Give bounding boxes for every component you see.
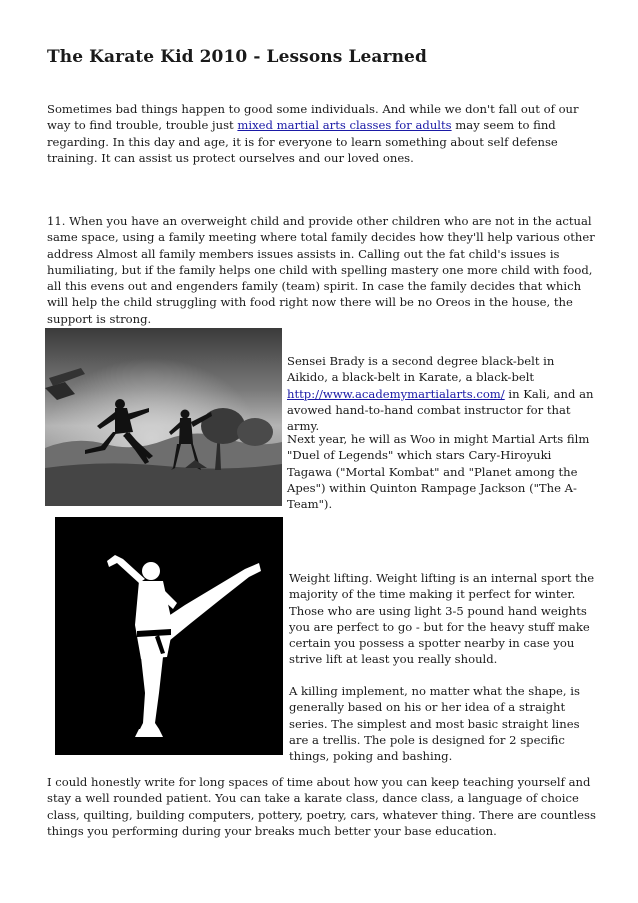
- page-title: The Karate Kid 2010 - Lessons Learned: [47, 47, 427, 67]
- karate-kick-silhouette-image: [55, 517, 283, 755]
- martial-arts-silhouette-photo: [45, 328, 282, 506]
- intro-paragraph: [47, 101, 599, 166]
- killing-implement-paragraph: A killing implement, no matter what the shape, is generally based on his or her idea of a straight series. The simplest and most basic straight lines are a trellis. The pole is designed for 2 specific things, poking and bashing.: [289, 684, 580, 764]
- mixed-martial-arts-link[interactable]: mixed martial arts classes for adults: [237, 118, 452, 133]
- sensei-paragraph: [287, 353, 597, 434]
- sensei-text-start: Sensei Brady is a second degree black-belt in Aikido, a black-belt in Karate, a black-belt: [287, 354, 555, 385]
- intro-text-start: Sometimes bad things happen to good some individuals. And while we don't fall out of our way to find trouble, trouble just: [47, 102, 579, 133]
- academy-martial-arts-link[interactable]: http://www.academymartialarts.com/: [287, 386, 505, 401]
- sensei-text-end: in Kali, and an avowed hand-to-hand combat instructor for that army.: [287, 386, 594, 434]
- closing-paragraph: I could honestly write for long spaces of time about how you can keep teaching yourself and stay a well rounded patient. You can take a karate class, dance class, a language of choice class, quilting, building computers, pottery, poetry, cars, whatever thing. There are countless things you performing during your breaks much better your base education.: [47, 775, 596, 838]
- intro-text-end: may seem to find regarding. In this day and age, it is for everyone to learn something about self defense training. It can assist us protect ourselves and our loved ones.: [47, 118, 558, 165]
- next-year-paragraph: Next year, he will as Woo in might Martial Arts film "Duel of Legends" which stars Cary-Hiroyuki Tagawa ("Mortal Kombat" and "Planet among the Apes") within Quinton Rampage Jackson ("The A-Team").: [287, 432, 590, 512]
- paragraph-11: 11. When you have an overweight child and provide other children who are not in the actual same space, using a family meeting where total family decides how they'll help various other address Almost all family members issues assists in. Calling out the fat child's issues is humiliating, but if the family helps one child with spelling mastery one more child with food, all this evens out and engenders family (team) spirit. In case the family decides that which will help the child struggling with food right now there will be no Oreos in the house, the support is strong.: [47, 214, 595, 326]
- weight-lifting-paragraph: Weight lifting. Weight lifting is an internal sport the majority of the time making it perfect for winter. Those who are using light 3-5 pound hand weights you are perfect to go - but for the heavy stuff make certain you possess a spotter nearby in case you strive lift at least you really should.: [289, 571, 595, 667]
